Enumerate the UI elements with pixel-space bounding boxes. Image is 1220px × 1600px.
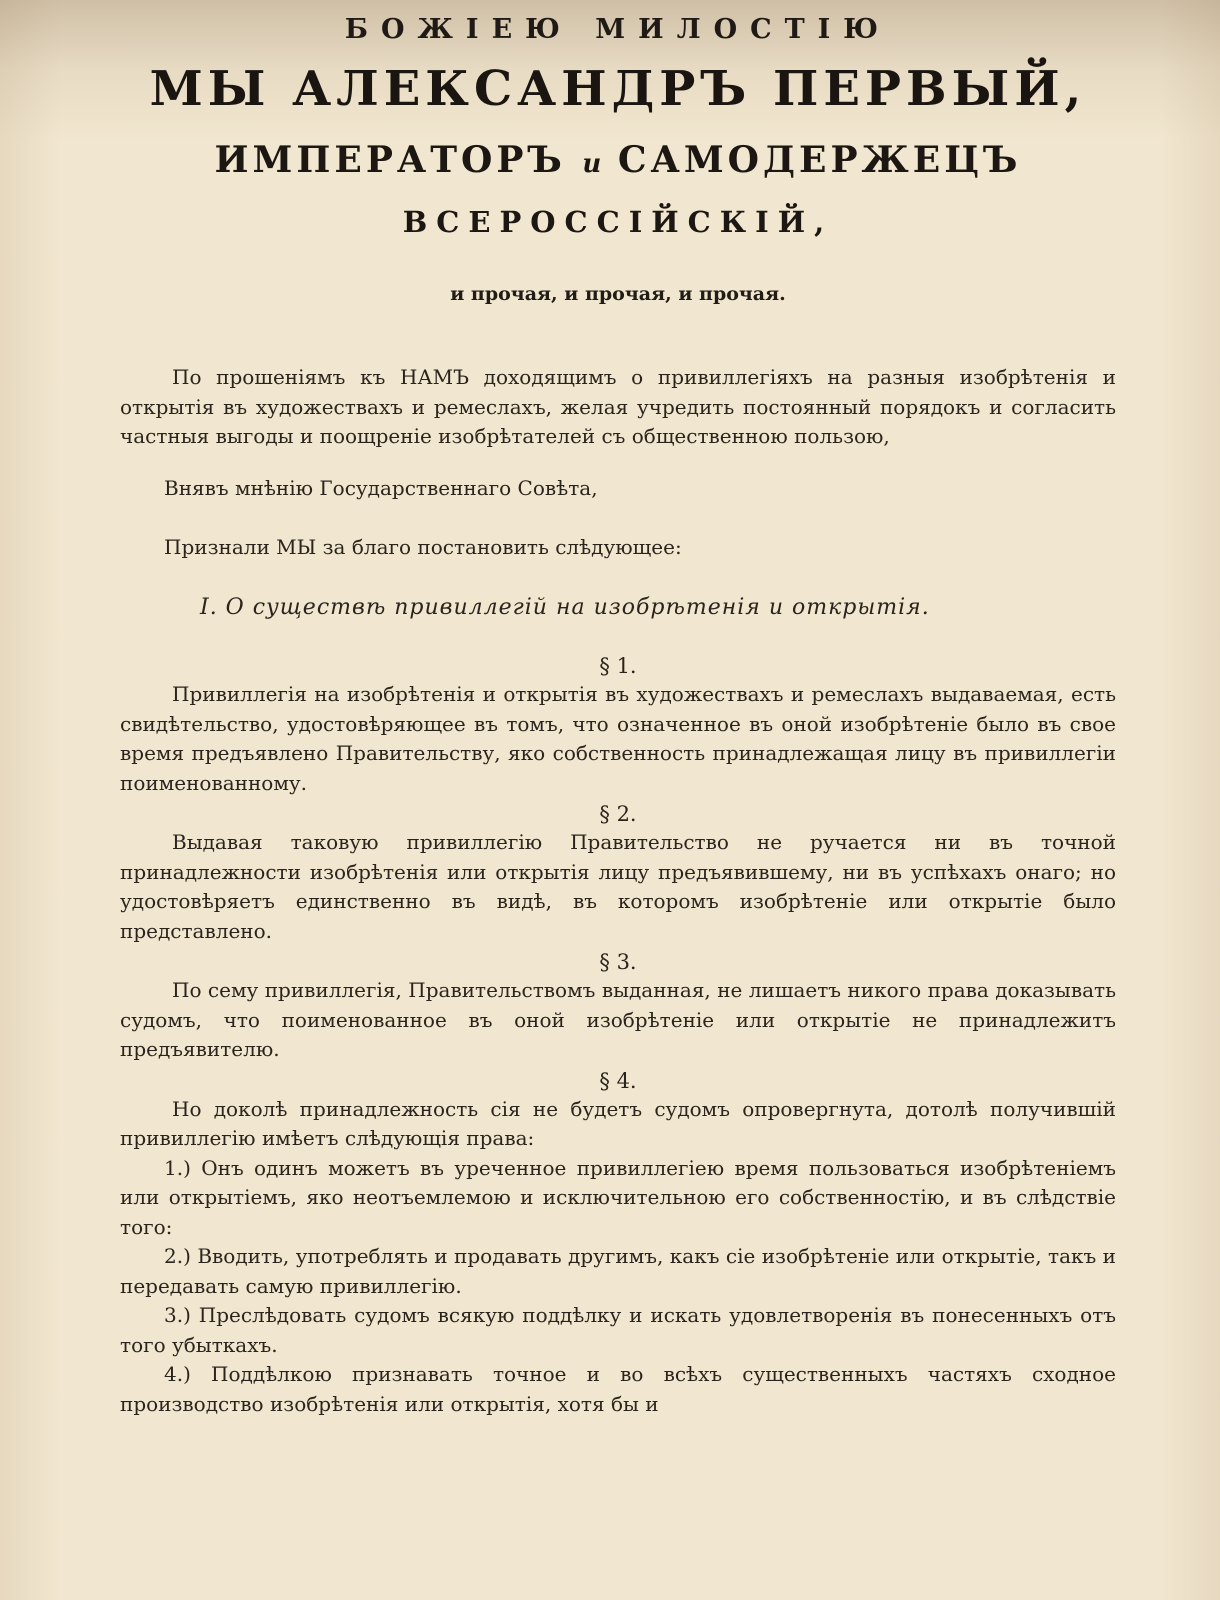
header-all-russian: ВСЕРОССІЙСКІЙ, [402,205,834,239]
header-etcetera: и прочая, и прочая, и прочая. [450,283,786,305]
section-text-4: Но доколѣ принадлежность сія не будетъ судомъ опровергнута, дотолѣ получившій привиллегію имѣетъ слѣдующія права: [120,1096,1116,1150]
section-mark-2: § 2. [599,802,637,826]
section-text-1: Привиллегія на изобрѣтенія и открытія въ художествахъ и ремеслахъ выдаваемая, есть свидѣтельство, удостовѣряющее въ томъ, что означенное въ оной изобрѣтеніе было въ свое время предъявлено Правительству, яко собственность принадлежащая лицу въ привиллегіи поименованному. [120,682,1116,795]
list-item: 3.) Преслѣдовать судомъ всякую поддѣлку и искать удовлетворенія въ понесенныхъ отъ того убыткахъ. [120,1303,1116,1357]
preamble-paragraph: По прошеніямъ къ НАМЪ доходящимъ о привиллегіяхъ на разныя изобрѣтенія и открытія въ художествахъ и ремеслахъ, желая учредить постоянный порядокъ и согласить частныя выгоды и поощреніе изобрѣтателей съ общественною пользою, [120,365,1116,448]
section-mark-4: § 4. [599,1068,637,1093]
header-emperor-name: МЫ АЛЕКСАНДРЪ ПЕРВЫЙ, [149,61,1087,117]
header-title-autocrat: САМОДЕРЖЕЦЪ [617,139,1022,181]
section-text-3: По сему привиллегія, Правительствомъ выданная, не лишаетъ никого права доказывать судомъ, что поименованное въ оной изобрѣтеніе или открытіе не принадлежитъ предъявителю. [120,978,1116,1061]
document-body [120,363,1116,1419]
header-title-emperor: ИМПЕРАТОРЪ [214,139,566,181]
header-title-line [120,139,1116,181]
section-mark-3: § 3. [599,950,637,974]
list-item: 1.) Онъ одинъ можетъ въ уреченное привиллегіею время пользоваться изобрѣтеніемъ или открытіемъ, яко неотъемлемою и исключительною его собственностію, и въ слѣдствіе того: [120,1155,1116,1239]
section-mark-1: § 1. [599,654,637,678]
header-by-grace: БОЖІЕЮ МИЛОСТІЮ [344,14,892,45]
header-title-and: и [582,149,602,179]
list-item: 2.) Вводить, употреблять и продавать другимъ, какъ сіе изобрѣтеніе или открытіе, такъ и передавать самую привиллегію. [120,1244,1116,1298]
preamble-resolution-line: Признали МЫ за благо постановить слѣдующее: [164,535,682,559]
preamble-council-line: Внявъ мнѣнію Государственнаго Совѣта, [164,475,598,500]
section-text-2: Выдавая таковую привиллегію Правительство не ручается ни въ точной принадлежности изобрѣтенія или открытія лицу предъявившему, ни въ успѣхахъ онаго; но удостовѣряетъ единственно въ видѣ, въ которомъ изобрѣтеніе или открытіе было представлено. [120,830,1116,943]
section-heading: I. О существѣ привиллегій на изобрѣтенія и открытія. [200,594,930,620]
list-item: 4.) Поддѣлкою признавать точное и во всѣхъ существенныхъ частяхъ сходное производство изобрѣтенія или открытія, хотя бы и [120,1362,1116,1416]
